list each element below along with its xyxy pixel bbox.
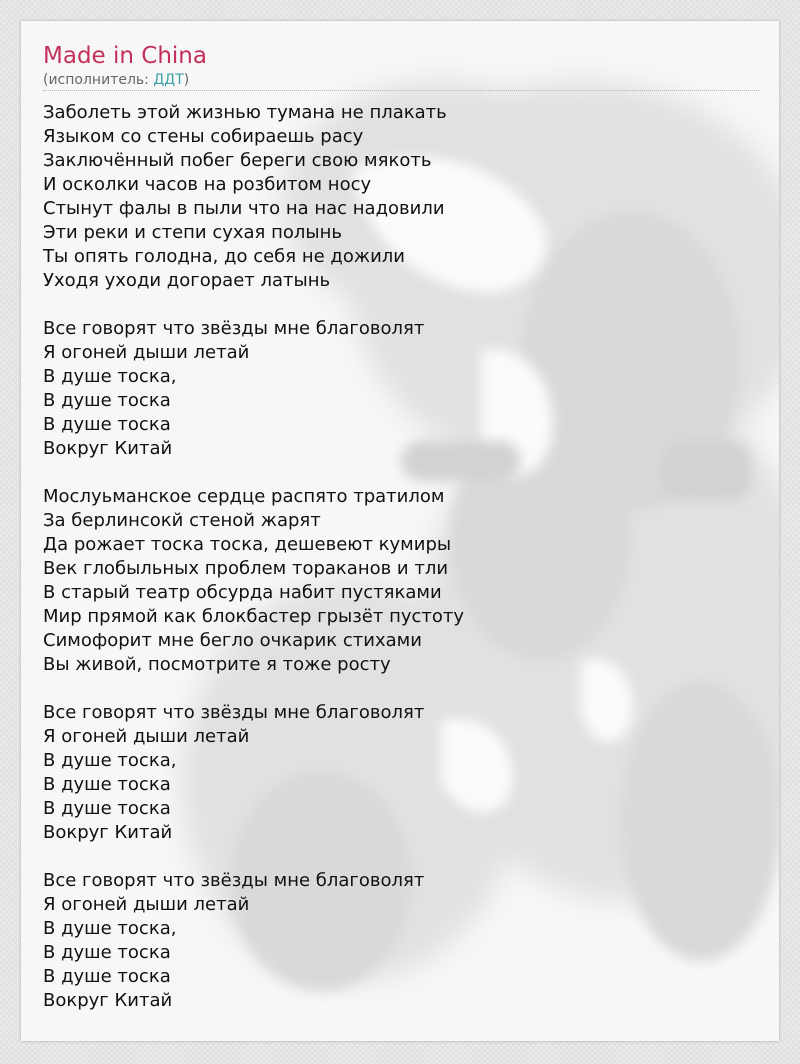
lyric-line: Век глобыльных проблем тораканов и тли <box>43 558 449 579</box>
lyrics-card <box>21 21 779 1041</box>
stanza-1 <box>43 101 759 293</box>
lyric-line: Вокруг Китай <box>43 438 173 459</box>
lyric-line: Эти реки и степи сухая полынь <box>43 222 342 243</box>
lyric-line: Все говорят что звёзды мне благоволят <box>43 870 425 891</box>
lyric-line: В душе тоска <box>43 774 171 795</box>
lyric-line: В душе тоска <box>43 798 171 819</box>
lyric-line: В душе тоска, <box>43 366 177 387</box>
lyric-line: Уходя уходи догорает латынь <box>43 270 331 291</box>
lyrics <box>43 101 759 1013</box>
lyric-line: В старый театр обсурда набит пустяками <box>43 582 442 603</box>
lyric-line: Да рожает тоска тоска, дешевеют кумиры <box>43 534 452 555</box>
performer-prefix: (исполнитель: <box>43 72 154 88</box>
performer-link[interactable]: ДДТ <box>153 72 184 88</box>
lyric-line: Вокруг Китай <box>43 990 173 1011</box>
stanza-4 <box>43 701 759 845</box>
lyric-line: В душе тоска <box>43 414 171 435</box>
lyric-line: В душе тоска, <box>43 918 177 939</box>
lyric-line: Языком со стены собираешь расу <box>43 126 364 147</box>
lyric-line: Я огоней дыши летай <box>43 894 250 915</box>
lyric-line: Я огоней дыши летай <box>43 342 250 363</box>
stanza-3 <box>43 485 759 677</box>
lyric-line: Симофорит мне бегло очкарик стихами <box>43 630 422 651</box>
content <box>43 41 759 1037</box>
lyric-line: Мослуьманское сердце распято тратилом <box>43 486 445 507</box>
lyric-line: Заключённый побег береги свою мякоть <box>43 150 432 171</box>
lyric-line: Вы живой, посмотрите я тоже росту <box>43 654 391 675</box>
lyric-line: В душе тоска <box>43 942 171 963</box>
performer-line <box>43 71 759 91</box>
lyric-line: За берлинсокй стеной жарят <box>43 510 321 531</box>
lyric-line: Я огоней дыши летай <box>43 726 250 747</box>
stanza-5 <box>43 869 759 1013</box>
lyric-line: В душе тоска, <box>43 750 177 771</box>
lyric-line: Мир прямой как блокбастер грызёт пустоту <box>43 606 465 627</box>
lyric-line: В душе тоска <box>43 966 171 987</box>
lyric-line: Вокруг Китай <box>43 822 173 843</box>
lyric-line: Заболеть этой жизнью тумана не плакать <box>43 102 447 123</box>
performer-suffix: ) <box>183 72 190 88</box>
song-title: Made in China <box>43 43 207 69</box>
lyric-line: И осколки часов на розбитом носу <box>43 174 372 195</box>
lyric-line: Все говорят что звёзды мне благоволят <box>43 318 425 339</box>
lyric-line: Ты опять голодна, до себя не дожили <box>43 246 405 267</box>
stanza-2 <box>43 317 759 461</box>
lyric-line: Стынут фалы в пыли что на нас надовили <box>43 198 445 219</box>
lyric-line: Все говорят что звёзды мне благоволят <box>43 702 425 723</box>
lyric-line: В душе тоска <box>43 390 171 411</box>
